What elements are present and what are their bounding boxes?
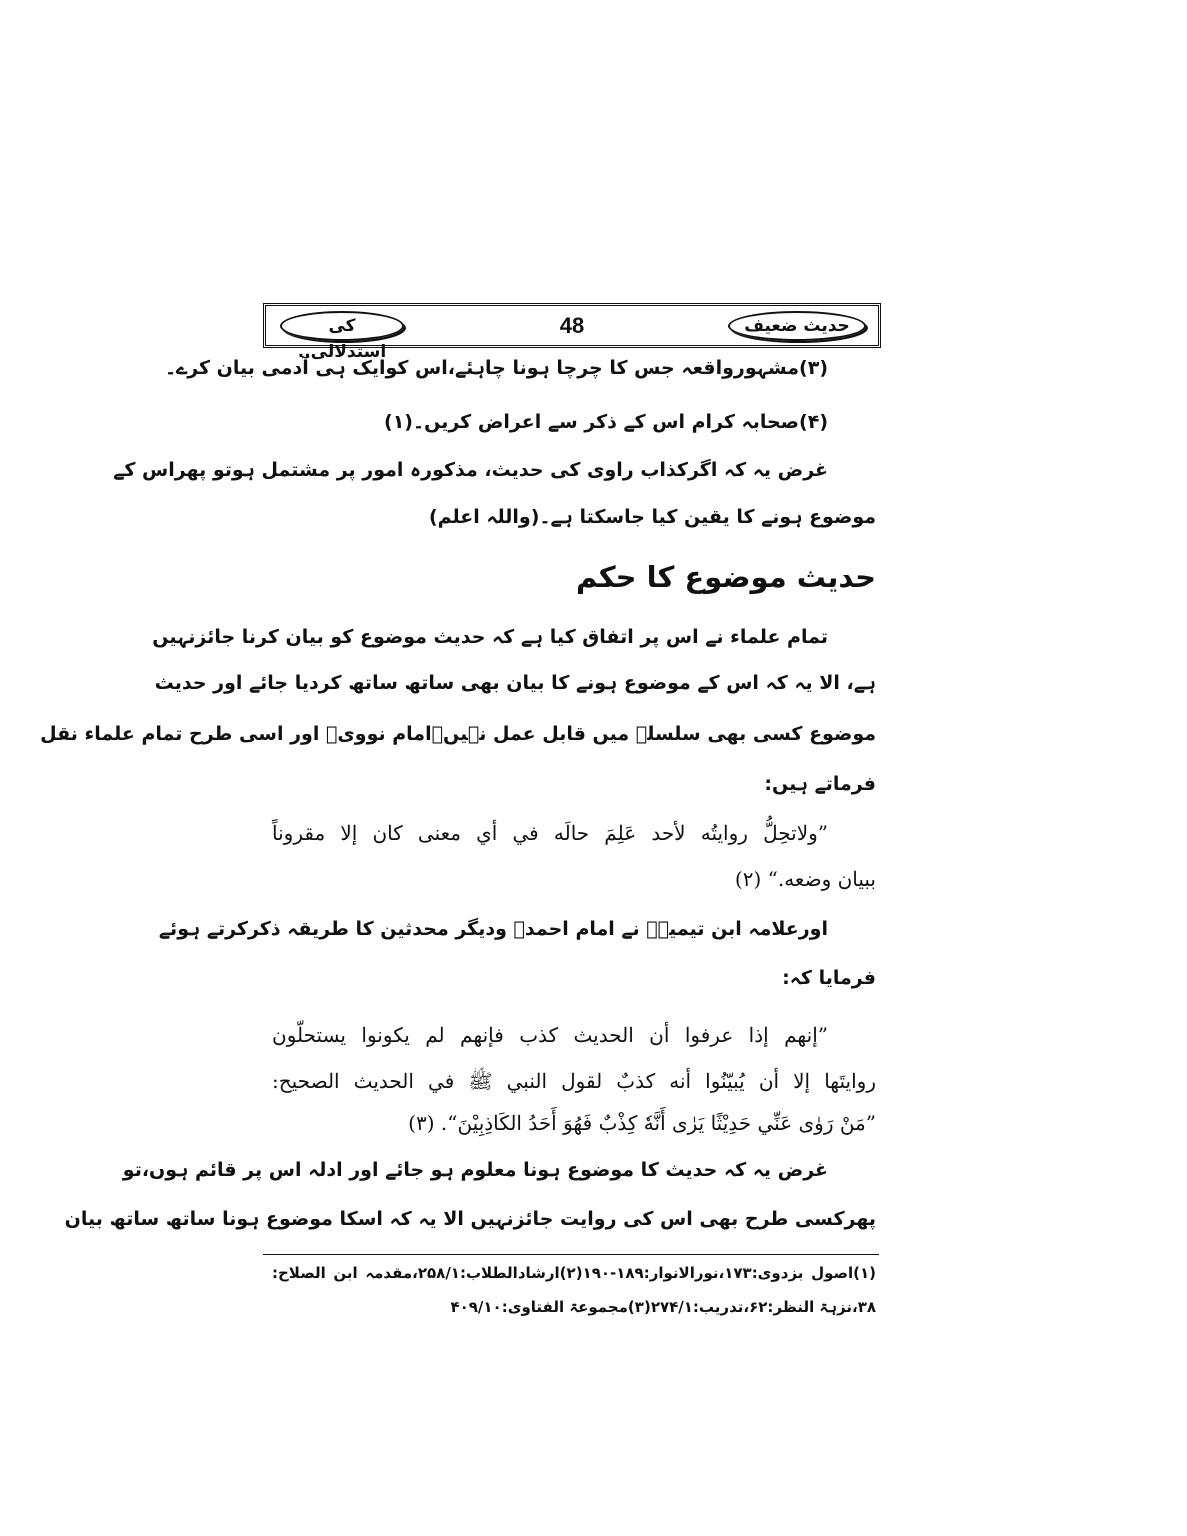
- arabic-quote-line-1: ”ولاتحِلُّ روايتُه لأحد عَلِمَ حالَه في أي معنى كان إلا مقروناً: [272, 821, 828, 845]
- text-line-10: فرمایا کہ:: [782, 967, 876, 989]
- text-line-8: فرماتے ہیں:: [764, 773, 876, 795]
- arabic-quote-line-4: روايتَها إلا أن يُبيّنُوا أنه كذبٌ لقول النبي ﷺ في الحديث الصحيح:: [272, 1069, 876, 1093]
- running-header: [263, 303, 881, 362]
- header-right-title: حدیث ضعیف: [728, 311, 866, 341]
- text-line-9: اورعلامہ ابن تیمیہؒ نے امام احمدؒ ودیگر محدثین کا طریقہ ذکرکرتے ہوئے: [158, 918, 828, 940]
- arabic-quote-line-2: ببيان وضعه.“ (۲): [734, 867, 876, 891]
- footnote-line-1: (۱)اصول بزدوی:۱۷۳،نورالانوار:۱۸۹-۱۹۰(۲)ارشادالطلاب:۲۵۸/۱،مقدمہ ابن الصلاح:: [272, 1264, 876, 1282]
- footnote-divider: [263, 1254, 879, 1255]
- section-heading: حدیث موضوع کا حکم: [576, 560, 876, 594]
- page-number: 48: [559, 313, 585, 338]
- text-line-1: (۳)مشہورواقعہ جس کا چرچا ہونا چاہئے،اس کوایک ہی آدمی بیان کرے۔: [164, 357, 828, 379]
- text-line-11: غرض یہ کہ حدیث کا موضوع ہونا معلوم ہو جائے اور ادلہ اس پر قائم ہوں،تو: [122, 1159, 828, 1181]
- footnote-line-2: ۳۸،نزہۃ النظر:۶۲،تدریب:۲۷۴/۱(۳)مجموعۃ الفتاوی:۴۰۹/۱۰: [450, 1298, 876, 1316]
- header-left-title: کی استدلالی..: [280, 311, 404, 341]
- text-line-5: تمام علماء نے اس پر اتفاق کیا ہے کہ حدیث موضوع کو بیان کرنا جائزنہیں: [152, 626, 828, 648]
- text-line-4: موضوع ہونے کا یقین کیا جاسکتا ہے۔(واللہ اعلم): [428, 506, 876, 528]
- hadith-line: ”مَنْ رَوٰى عَنِّي حَدِيْثًا يَرٰى أَنَّهٗ كِذْبٌ فَهُوَ أَحَدُ الكَاذِبِيْنَ“. (۳): [408, 1111, 876, 1135]
- text-line-3: غرض یہ کہ اگرکذاب راوی کی حدیث، مذکورہ امور پر مشتمل ہوتو پھراس کے: [113, 459, 828, 481]
- text-line-12: پھرکسی طرح بھی اس کی روایت جائزنہیں الا یہ کہ اسکا موضوع ہونا ساتھ ساتھ بیان: [64, 1208, 876, 1230]
- arabic-quote-line-3: ”إنهم إذا عرفوا أن الحديث كذب فإنهم لم يكونوا يستحلّون: [272, 1023, 828, 1047]
- text-line-6: ہے، الا یہ کہ اس کے موضوع ہونے کا بیان بھی ساتھ ساتھ کردیا جائے اور حدیث: [154, 672, 876, 694]
- text-line-2: (۴)صحابہ کرام اس کے ذکر سے اعراض کریں۔(۱): [384, 411, 828, 433]
- text-line-7: موضوع کسی بھی سلسلے میں قابل عمل نہیں۔امام نوویؒ اور اسی طرح تمام علماء نقل: [40, 723, 876, 745]
